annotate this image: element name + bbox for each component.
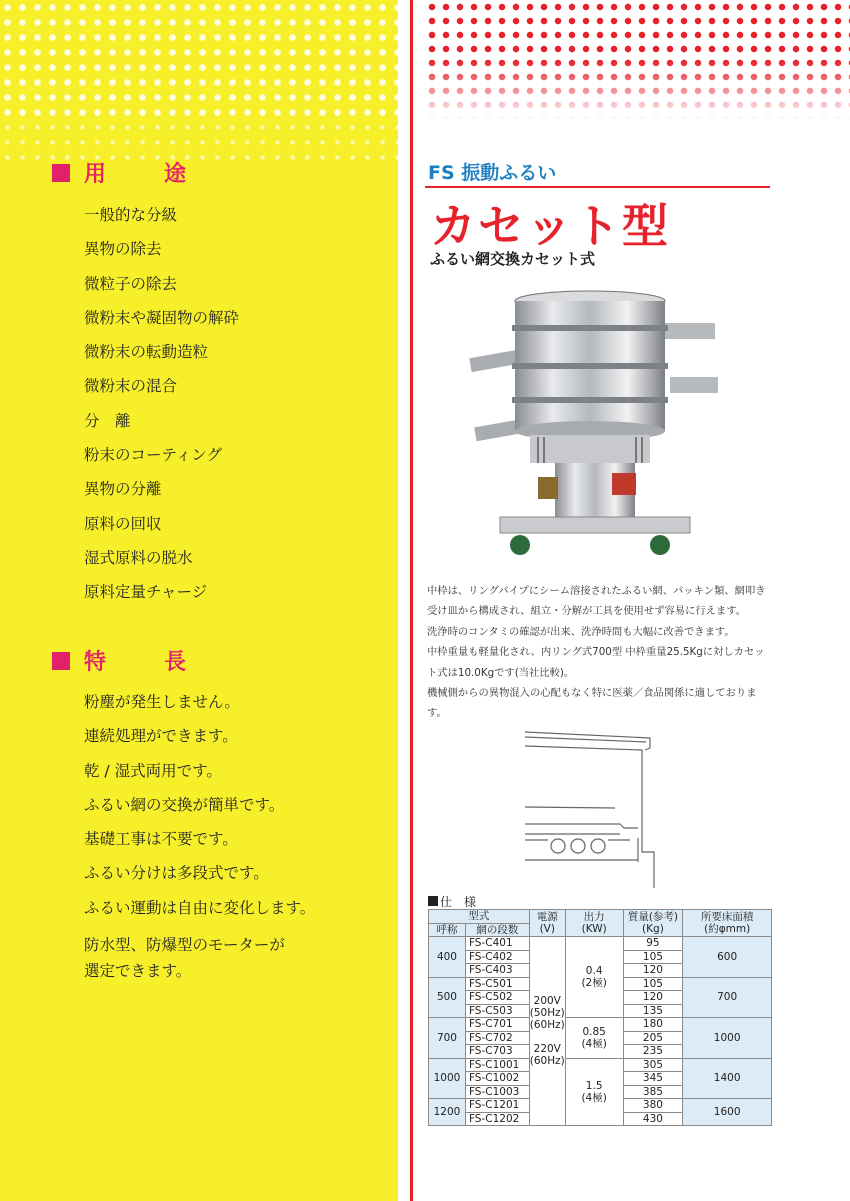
uses-heading: 用 途: [52, 157, 204, 188]
feature-item: 粉塵が発生しません。: [84, 693, 240, 711]
header-size: 呼称: [429, 923, 466, 937]
floor-cell: 1400: [683, 1058, 772, 1099]
cassette-cross-section-diagram: [520, 728, 670, 893]
feature-item: ふるい網の交換が簡単です。: [84, 795, 285, 814]
title-rule: [425, 186, 770, 188]
model-cell: FS-C403: [465, 964, 529, 978]
model-cell: FS-C701: [465, 1018, 529, 1032]
use-item: 微粉末の転動造粒: [84, 343, 209, 362]
header-power: 電源 (V): [529, 910, 565, 937]
dot-pattern-fade: [425, 60, 850, 120]
left-panel: [0, 0, 398, 1201]
description-paragraph: 中枠重量も軽量化され、内リング式700型 中枠重量25.5Kgに対しカセット式は10.0Kgです(当社比較)。: [427, 646, 765, 679]
header-output: 出力 (KW): [565, 910, 623, 937]
weight-cell: 120: [623, 964, 683, 978]
output-cell: 1.5 (4極): [565, 1058, 623, 1126]
floor-cell: 1600: [683, 1099, 772, 1126]
use-item: 湿式原料の脱水: [84, 548, 193, 567]
table-row: [429, 937, 772, 951]
size-cell: 700: [429, 1018, 466, 1059]
use-item: 異物の除去: [84, 240, 162, 259]
model-cell: FS-C1003: [465, 1085, 529, 1099]
use-item: 微粒子の除去: [84, 274, 178, 293]
weight-cell: 120: [623, 991, 683, 1005]
table-row: [429, 1018, 772, 1032]
feature-item: 連続処理ができます。: [84, 727, 238, 746]
model-cell: FS-C503: [465, 1004, 529, 1018]
product-title: カセット型: [430, 199, 670, 253]
weight-cell: 385: [623, 1085, 683, 1099]
feature-item: 乾 / 湿式両用です。: [84, 761, 222, 780]
weight-cell: 135: [623, 1004, 683, 1018]
model-cell: FS-C1202: [465, 1112, 529, 1126]
model-cell: FS-C702: [465, 1031, 529, 1045]
model-cell: FS-C502: [465, 991, 529, 1005]
output-cell: 0.4 (2極): [565, 937, 623, 1018]
weight-cell: 180: [623, 1018, 683, 1032]
model-cell: FS-C1001: [465, 1058, 529, 1072]
floor-cell: 700: [683, 977, 772, 1018]
features-list: [84, 692, 315, 984]
description-paragraph: 機械側からの異物混入の心配もなく特に医薬／食品関係に適しております。: [427, 687, 757, 720]
header-floor: 所要床面積 (約φmm): [683, 910, 772, 937]
square-bullet-icon: [428, 896, 438, 906]
feature-item: 基礎工事は不要です。: [84, 830, 238, 849]
decorative-dot-pattern-fade: [0, 120, 398, 160]
header-weight: 質量(参考) (Kg): [623, 910, 683, 937]
model-cell: FS-C703: [465, 1045, 529, 1059]
use-item: 原料定量チャージ: [84, 583, 208, 602]
use-item: 粉末のコーティング: [84, 446, 222, 465]
weight-cell: 345: [623, 1072, 683, 1086]
description-paragraph: 洗浄時のコンタミの確認が出来、洗浄時間も大幅に改善できます。: [427, 625, 735, 638]
use-item: 分 離: [84, 411, 131, 430]
model-cell: FS-C501: [465, 977, 529, 991]
floor-cell: 1000: [683, 1018, 772, 1059]
decorative-dot-pattern: [0, 0, 398, 120]
description-paragraph: 中枠は、リングパイプにシーム溶接されたふるい網、パッキン類、網叩き受け皿から構成され、組立・分解が工具を使用せず容易に行えます。: [427, 585, 766, 618]
header-model: 型式: [429, 910, 530, 924]
weight-cell: 95: [623, 937, 683, 951]
model-cell: FS-C401: [465, 937, 529, 951]
specification-table: [428, 909, 772, 1126]
square-bullet-icon: [52, 164, 70, 182]
model-cell: FS-C1002: [465, 1072, 529, 1086]
weight-cell: 235: [623, 1045, 683, 1059]
weight-cell: 430: [623, 1112, 683, 1126]
product-tagline: ふるい網交換カセット式: [430, 250, 596, 268]
square-bullet-icon: [52, 652, 70, 670]
weight-cell: 105: [623, 977, 683, 991]
use-item: 微粉末の混合: [84, 377, 178, 396]
product-subtitle: FS 振動ふるい: [428, 162, 557, 184]
model-cell: FS-C1201: [465, 1099, 529, 1113]
description-text: [427, 581, 772, 724]
weight-cell: 205: [623, 1031, 683, 1045]
size-cell: 500: [429, 977, 466, 1018]
size-cell: 1000: [429, 1058, 466, 1099]
model-cell: FS-C402: [465, 950, 529, 964]
weight-cell: 380: [623, 1099, 683, 1113]
weight-cell: 105: [623, 950, 683, 964]
size-cell: 400: [429, 937, 466, 978]
spec-heading: 仕 様: [428, 893, 476, 910]
use-item: 一般的な分級: [84, 206, 178, 224]
power-cell: 200V (50Hz) (60Hz) 220V (60Hz): [529, 937, 565, 1126]
feature-item: ふるい分けは多段式です。: [84, 864, 269, 883]
table-row: [429, 1058, 772, 1072]
size-cell: 1200: [429, 1099, 466, 1126]
feature-item: 防水型、防爆型のモーターが 選定できます。: [84, 936, 285, 981]
use-item: 原料の回収: [84, 514, 162, 533]
use-item: 異物の分離: [84, 480, 162, 499]
header-stages: 網の段数: [465, 923, 529, 937]
uses-list: [84, 205, 239, 617]
floor-cell: 600: [683, 937, 772, 978]
features-heading: 特 長: [52, 645, 204, 676]
output-cell: 0.85 (4極): [565, 1018, 623, 1059]
use-item: 微粉末や凝固物の解砕: [84, 308, 240, 327]
vibrating-sieve-photo: [460, 285, 730, 570]
weight-cell: 305: [623, 1058, 683, 1072]
red-divider: [410, 0, 413, 1201]
feature-item: ふるい運動は自由に変化します。: [84, 898, 316, 917]
